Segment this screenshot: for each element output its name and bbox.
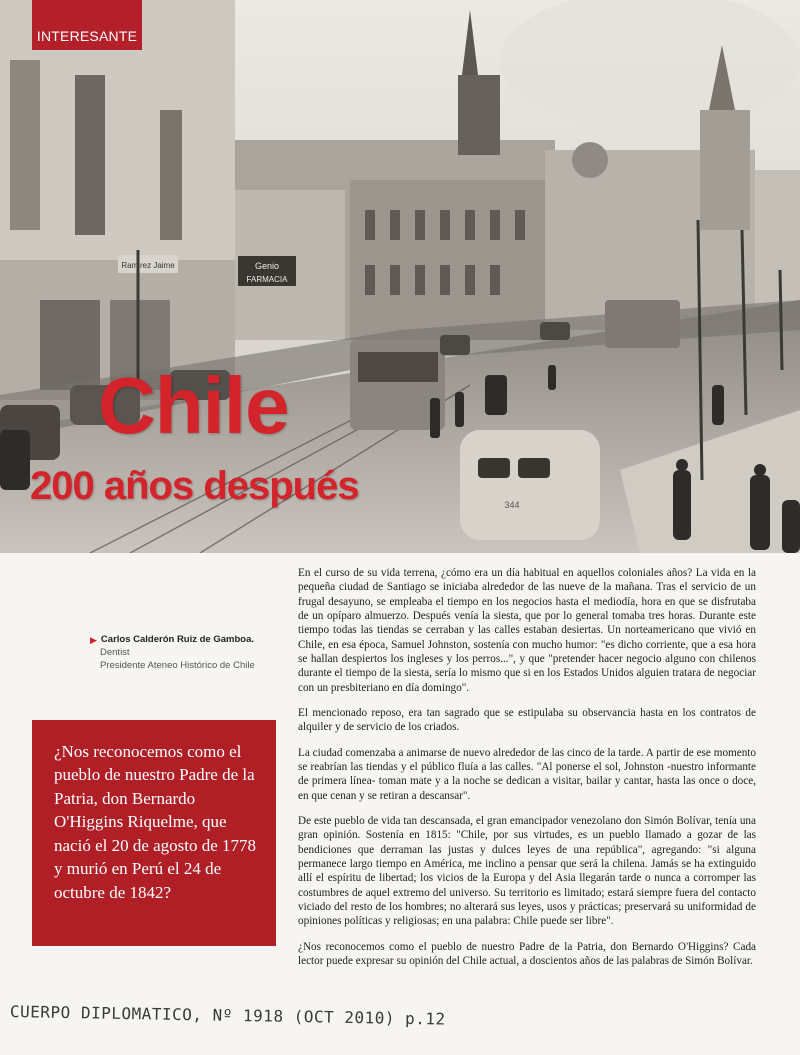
article-paragraph: El mencionado reposo, era tan sagrado que se estipulaba su observancia hasta en los contratos de alquiler y de servicio de los criados. bbox=[298, 706, 756, 734]
article-title: Chile bbox=[98, 361, 289, 450]
article-subtitle: 200 años después bbox=[30, 464, 359, 508]
author-name-row bbox=[90, 634, 290, 647]
pull-quote-text: ¿Nos reconocemos como el pueblo de nuestro Padre de la Patria, don Bernardo O'Higgins Riquelme, que nació el 20 de agosto de 1778 y murió en Perú el 24 de octubre de 1842? bbox=[54, 742, 257, 902]
handwritten-source-note: CUERPO DIPLOMATICO, Nº 1918 (OCT 2010) p.12 bbox=[9, 1002, 446, 1029]
sign-shop: Ramirez Jaime bbox=[121, 261, 175, 270]
article-paragraph: En el curso de su vida terrena, ¿cómo era un día habitual en aquellos coloniales años? La vida en la pequeña ciudad de Santiago se iniciaba alrededor de las nueve de la mañana. Tras el servicio de un frugal desayuno, se empleaba el tiempo en los negocios hasta el mediodía, hora en que se disfrutaba de un opíparo almuerzo. Después venía la siesta, que por lo general tomaba tres horas. Durante este tiempo todas las tiendas se cerraban y las calles estaban desiertas. Un norteamericano que vivió en Chile, en esa época, Samuel Johnston, sostenía con mucho humor: "es dicho corriente, que a esa hora se hallan despiertos los ingleses y los perros...", y que "pretender hacer negocio alguno con chilenos durante el tiempo de la siesta, sería lo mismo que si en los Estados Unidos alguien tratara de negociar con un presbiteriano en día domingo". bbox=[298, 567, 756, 694]
article-paragraph: ¿Nos reconocemos como el pueblo de nuestro Padre de la Patria, don Bernardo O'Higgins? Cada lector puede expresar su opinión del Chile actual, a doscientos años de las palabras de Simón Bolívar. bbox=[298, 940, 756, 967]
author-position: Presidente Ateneo Histórico de Chile bbox=[100, 659, 255, 671]
author-role: Dentist bbox=[100, 646, 130, 658]
sign-genio: Genio bbox=[254, 261, 280, 271]
article-paragraph: De este pueblo de vida tan descansada, el gran emancipador venezolano don Simón Bolívar, tenía una gran opinión. Sostenía en 1815: "Chile, por sus virtudes, es un pueblo llamado a gozar de las bendiciones que derraman las justas y dulces leyes de una república", agregando: "si alguna permanece largo tiempo en América, me inclino a pensar que será la chilena. Jamás se ha extinguido allí el espíritu de libertad; los vicios de la Europa y del Asia llegarán tarde o nunca a corromper las costumbres de aquel extremo del universo. Su territorio es limitado; estará siempre fuera del contacto viciado del resto de los hombres; no alterará sus leyes, usos y prácticas; preservará su uniformidad de opiniones políticas y religiosas; en una palabra: Chile puede ser libre". bbox=[298, 814, 756, 928]
sign-farmacia: FARMACIA bbox=[246, 275, 288, 284]
pull-quote bbox=[32, 720, 276, 946]
section-tag: INTERESANTE bbox=[32, 0, 142, 50]
author-name: Carlos Calderón Ruiz de Gamboa. bbox=[100, 634, 255, 645]
bus-number: 344 bbox=[504, 500, 520, 510]
article-body bbox=[298, 566, 756, 979]
author-byline bbox=[90, 634, 290, 672]
article-paragraph: La ciudad comenzaba a animarse de nuevo alrededor de las cinco de la tarde. A partir de ese momento se reabrían las tiendas y el público fluía a las calles. "Al ponerse el sol, Johnston -nuestro informante de primera línea- toman mate y a la noche se dedican a visitar, bailar y cantar, hasta las once o doce, en que cenan y se retiran a descansar". bbox=[298, 746, 756, 802]
bullet-arrow-icon: ▶ bbox=[90, 635, 97, 646]
